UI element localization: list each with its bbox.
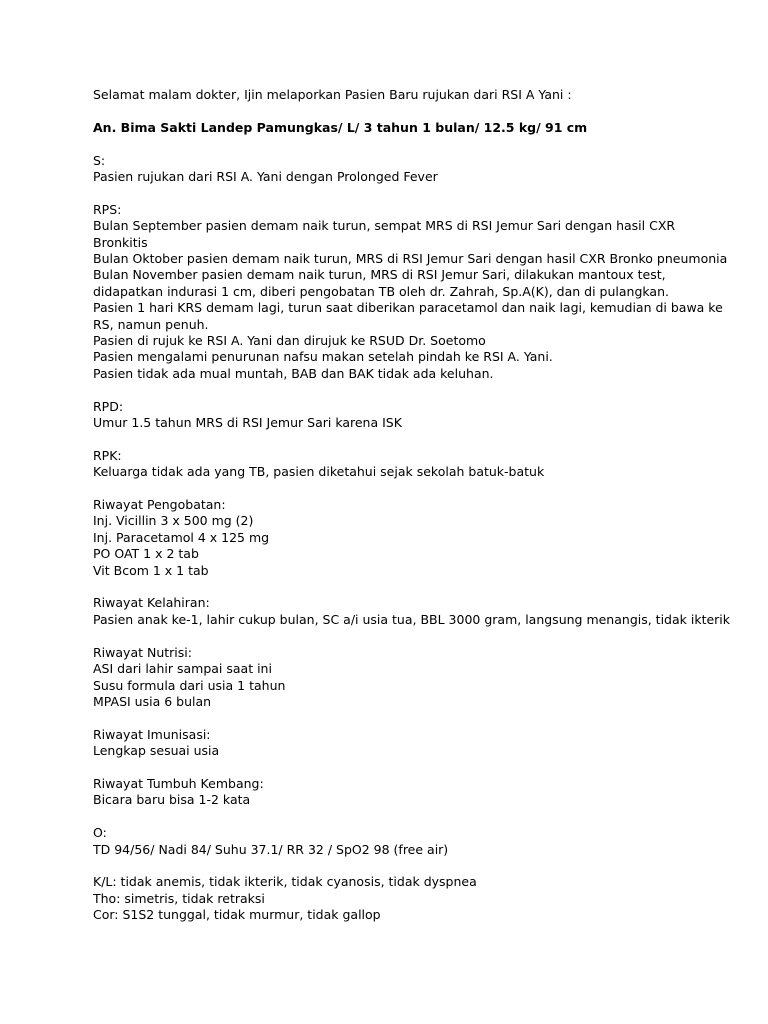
- rpk-text: Keluarga tidak ada yang TB, pasien diketahui sejak sekolah batuk-batuk: [93, 464, 545, 480]
- medication-line: PO OAT 1 x 2 tab: [93, 546, 199, 562]
- imunisasi-heading: Riwayat Imunisasi:: [93, 726, 211, 742]
- medication-line: Inj. Paracetamol 4 x 125 mg: [93, 529, 270, 545]
- rps-line: Bulan Oktober pasien demam naik turun, MRS di RSI Jemur Sari dengan hasil CXR Bronko pneumonia: [93, 251, 728, 267]
- rpk-heading: RPK:: [93, 447, 122, 463]
- exam-line: Cor: S1S2 tunggal, tidak murmur, tidak gallop: [93, 907, 381, 923]
- imunisasi-text: Lengkap sesuai usia: [93, 743, 220, 759]
- kelahiran-heading: Riwayat Kelahiran:: [93, 595, 210, 611]
- rps-line: Pasien 1 hari KRS demam lagi, turun saat diberikan paracetamol dan naik lagi, kemudian di bawa ke: [93, 300, 723, 316]
- nutrisi-line: Susu formula dari usia 1 tahun: [93, 677, 286, 693]
- rpd-text: Umur 1.5 tahun MRS di RSI Jemur Sari karena ISK: [93, 415, 402, 431]
- subjective-heading: S:: [93, 152, 106, 168]
- vitals-text: TD 94/56/ Nadi 84/ Suhu 37.1/ RR 32 / SpO2 98 (free air): [93, 841, 449, 857]
- pengobatan-heading: Riwayat Pengobatan:: [93, 497, 226, 513]
- rps-line: Pasien mengalami penurunan nafsu makan setelah pindah ke RSI A. Yani.: [93, 349, 553, 365]
- nutrisi-line: MPASI usia 6 bulan: [93, 693, 212, 709]
- rps-line: Bulan November pasien demam naik turun, MRS di RSI Jemur Sari, dilakukan mantoux test,: [93, 267, 666, 283]
- nutrisi-heading: Riwayat Nutrisi:: [93, 644, 192, 660]
- rps-line: Pasien tidak ada mual muntah, BAB dan BAK tidak ada keluhan.: [93, 365, 494, 381]
- rps-heading: RPS:: [93, 201, 122, 217]
- rps-line: Bulan September pasien demam naik turun, sempat MRS di RSI Jemur Sari dengan hasil CXR: [93, 218, 676, 234]
- rps-line: RS, namun penuh.: [93, 316, 209, 332]
- exam-line: Tho: simetris, tidak retraksi: [93, 890, 265, 906]
- document-page: [93, 87, 733, 924]
- exam-line: K/L: tidak anemis, tidak ikterik, tidak cyanosis, tidak dyspnea: [93, 874, 477, 890]
- patient-identity: An. Bima Sakti Landep Pamungkas/ L/ 3 tahun 1 bulan/ 12.5 kg/ 91 cm: [93, 119, 588, 135]
- greeting-line: Selamat malam dokter, Ijin melaporkan Pasien Baru rujukan dari RSI A Yani :: [93, 87, 572, 102]
- nutrisi-line: ASI dari lahir sampai saat ini: [93, 661, 272, 677]
- tumbuh-text: Bicara baru bisa 1-2 kata: [93, 792, 251, 808]
- rps-line: Pasien di rujuk ke RSI A. Yani dan dirujuk ke RSUD Dr. Soetomo: [93, 333, 486, 349]
- medication-line: Inj. Vicillin 3 x 500 mg (2): [93, 513, 254, 529]
- tumbuh-heading: Riwayat Tumbuh Kembang:: [93, 775, 264, 791]
- kelahiran-text: Pasien anak ke-1, lahir cukup bulan, SC a/i usia tua, BBL 3000 gram, langsung menangis, tidak ikterik: [93, 611, 731, 627]
- rps-line: Bronkitis: [93, 234, 148, 250]
- rpd-heading: RPD:: [93, 398, 124, 414]
- subjective-text: Pasien rujukan dari RSI A. Yani dengan Prolonged Fever: [93, 169, 438, 184]
- objective-heading: O:: [93, 825, 107, 841]
- rps-line: didapatkan indurasi 1 cm, diberi pengobatan TB oleh dr. Zahrah, Sp.A(K), dan di pulangkan.: [93, 283, 669, 299]
- medication-line: Vit Bcom 1 x 1 tab: [93, 562, 209, 578]
